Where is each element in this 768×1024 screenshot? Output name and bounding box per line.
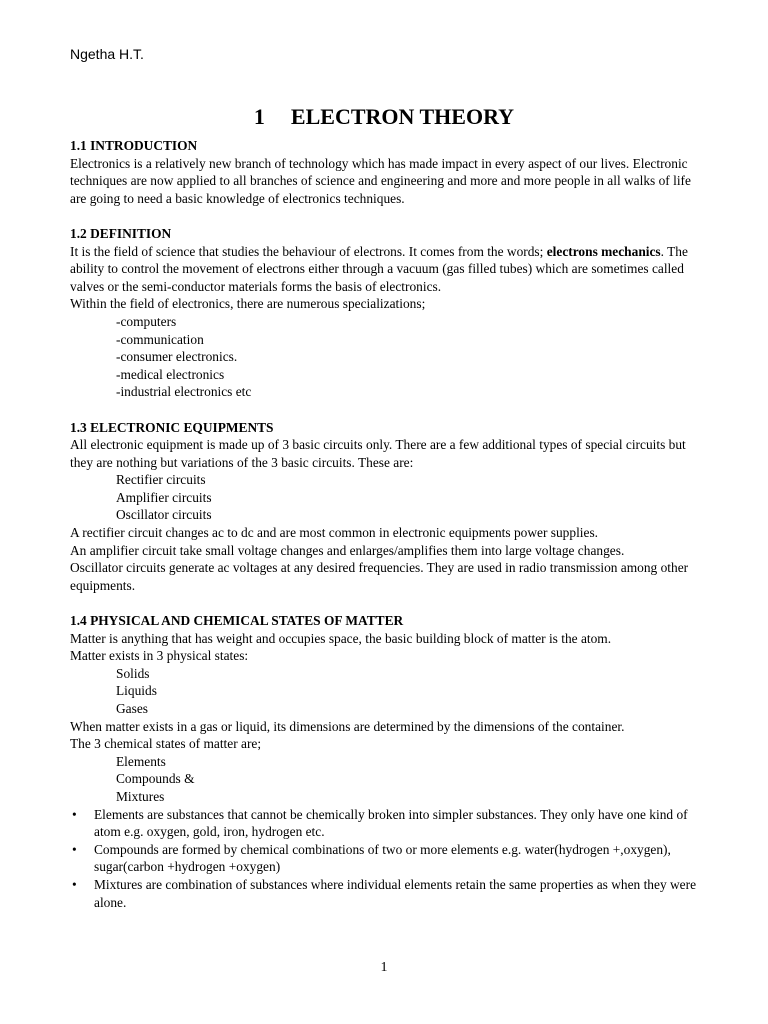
physical-states-list [70,665,698,718]
specializations-list [70,313,698,401]
section-heading-introduction: 1.1 INTRODUCTION [70,138,198,153]
list-item: -medical electronics [116,366,225,382]
paragraph-equipments: All electronic equipment is made up of 3 basic circuits only. There are a few additional types of special circuits but they are nothing but variations of the 3 basic circuits. These are: [70,437,686,470]
list-item: Amplifier circuits [116,489,212,505]
bullet-icon: • [72,876,77,892]
specializations-intro: Within the field of electronics, there are numerous specializations; [70,296,426,312]
list-item: -industrial electronics etc [116,384,252,400]
bullet-item-mixtures [70,876,698,911]
paragraph-definition [70,243,698,296]
chemical-states-intro: The 3 chemical states of matter are; [70,736,262,752]
document-body [70,137,698,911]
bullet-icon: • [72,806,77,822]
list-item: -communication [116,331,204,347]
page-header-author: Ngetha H.T. [70,46,144,62]
bullet-item-elements [70,806,698,841]
list-item: Oscillator circuits [116,507,212,523]
paragraph-amplifier: An amplifier circuit take small voltage changes and enlarges/amplifies them into large voltage changes. [70,542,625,558]
list-item: Compounds & [116,771,195,787]
definition-text-start: It is the field of science that studies the behaviour of electrons. It comes from the words; [70,243,547,259]
paragraph-introduction: Electronics is a relatively new branch of technology which has made impact in every aspect of our lives. Electronic techniques are now applied to all branches of science and engineering and more and more people in all walks of life are going to need a basic knowledge of electronics techniques. [70,155,691,206]
page-number: 1 [380,960,388,975]
list-item: Liquids [116,683,157,699]
bullet-text: Compounds are formed by chemical combinations of two or more elements e.g. water(hydrogen +,oxygen), sugar(carbon +hydrogen +oxygen) [94,841,671,875]
chapter-number: 1 [253,104,265,129]
list-item: -consumer electronics. [116,349,238,365]
list-item: Gases [116,701,148,716]
section-heading-matter: 1.4 PHYSICAL AND CHEMICAL STATES OF MATTER [70,613,404,629]
list-item: Rectifier circuits [116,472,206,488]
circuits-list [70,471,698,524]
bullet-text: Mixtures are combination of substances where individual elements retain the same properties as when they were alone. [94,876,697,910]
physical-states-intro: Matter exists in 3 physical states: [70,648,249,664]
bullet-text: Elements are substances that cannot be chemically broken into simpler substances. They only have one kind of atom e.g. oxygen, gold, iron, hydrogen etc. [94,806,688,840]
list-item: Mixtures [116,788,165,804]
bullet-icon: • [72,841,77,857]
definition-text-end: . The ability to control the movement of electrons either through a vacuum (gas filled tubes) which are sometimes called valves or the semi-conductor materials forms the basis of electronics. [70,243,688,294]
list-item: Solids [116,665,150,681]
chemical-states-bullets [70,806,698,912]
paragraph-matter: Matter is anything that has weight and occupies space, the basic building block of matter is the atom. [70,630,612,646]
definition-bold-term: electrons mechanics [546,243,661,259]
section-heading-equipments: 1.3 ELECTRONIC EQUIPMENTS [70,419,274,435]
paragraph-oscillator: Oscillator circuits generate ac voltages at any desired frequencies. They are used in radio transmission among other equipments. [70,560,689,593]
chemical-states-list [70,753,698,806]
chapter-title [0,104,768,130]
section-heading-definition: 1.2 DEFINITION [70,225,172,241]
list-item: Elements [116,753,166,769]
list-item: -computers [116,313,177,329]
paragraph-rectifier: A rectifier circuit changes ac to dc and are most common in electronic equipments power supplies. [70,525,599,541]
paragraph-gas-liquid: When matter exists in a gas or liquid, its dimensions are determined by the dimensions of the container. [70,718,625,734]
chapter-title-text: ELECTRON THEORY [290,104,515,129]
bullet-item-compounds [70,841,698,876]
